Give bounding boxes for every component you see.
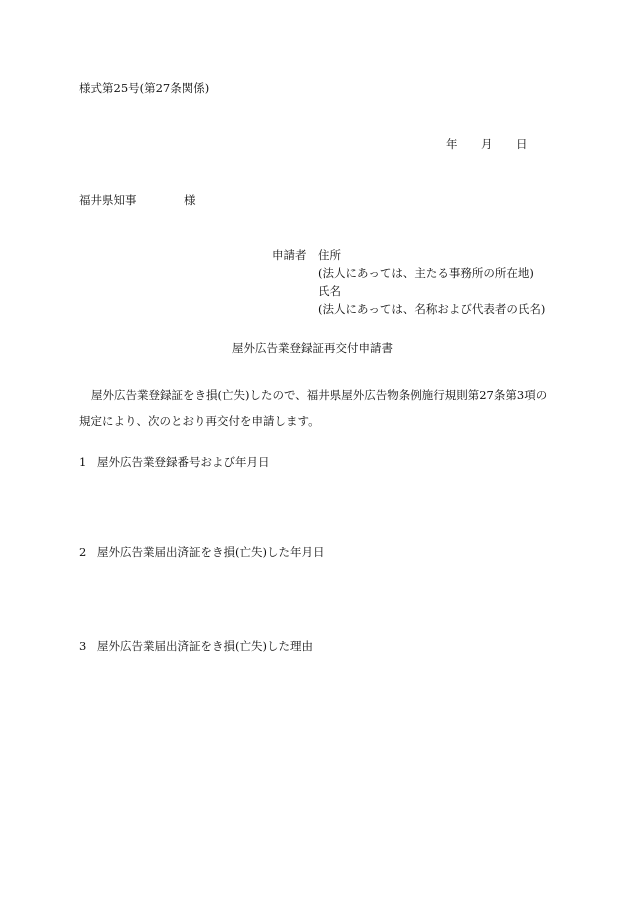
applicant-label: 申請者 (272, 248, 307, 262)
form-number: 様式第25号(第27条関係) (79, 81, 210, 95)
name-note: (法人にあっては、名称および代表者の氏名) (318, 302, 546, 316)
body-line-1: 屋外広告業登録証をき損(亡失)したので、福井県屋外広告物条例施行規則第27条第3項の (91, 388, 548, 402)
name-label: 氏名 (318, 284, 341, 298)
section-label: 屋外広告業登録番号および年月日 (97, 455, 270, 469)
document-title: 屋外広告業登録証再交付申請書 (232, 341, 393, 355)
date-line (446, 138, 528, 152)
section-damage-date (79, 546, 324, 560)
section-number: 3 (79, 639, 87, 653)
applicant-details (318, 249, 545, 321)
section-registration-number (79, 456, 270, 470)
body-line-2: 規定により、次のとおり再交付を申請します。 (79, 414, 320, 428)
date-day-label: 日 (516, 137, 528, 151)
section-label: 屋外広告業届出済証をき損(亡失)した年月日 (97, 545, 325, 559)
address-label: 住所 (318, 248, 341, 262)
body-paragraph (79, 382, 551, 434)
section-label: 屋外広告業届出済証をき損(亡失)した理由 (97, 639, 313, 653)
date-month-label: 月 (481, 137, 493, 151)
addressee-suffix: 様 (184, 193, 196, 207)
section-number: 2 (79, 545, 87, 559)
section-damage-reason (79, 640, 313, 654)
section-number: 1 (79, 455, 87, 469)
date-year-label: 年 (446, 137, 458, 151)
address-note: (法人にあっては、主たる事務所の所在地) (318, 266, 534, 280)
addressee-name: 福井県知事 (79, 193, 137, 207)
